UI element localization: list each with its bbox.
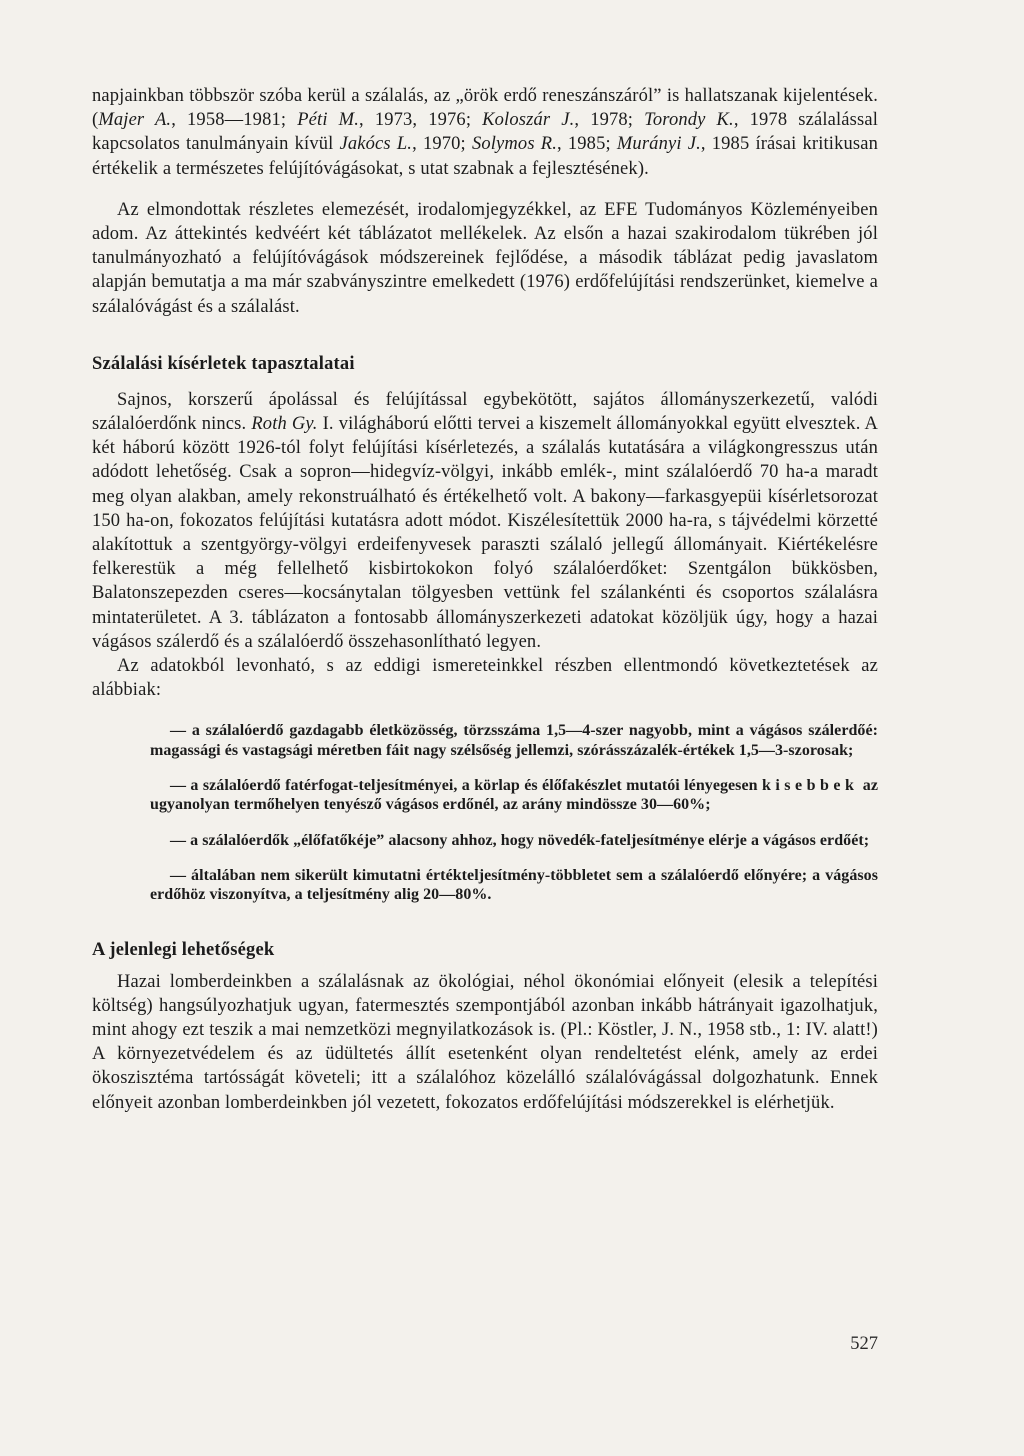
citation-author: Torondy K. — [644, 110, 734, 131]
conclusion-item: — általában nem sikerült kimutatni értékteljesítmény-többletet sem a szálalóerdő előnyére; a vágásos erdőhöz viszonyítva, a teljesítmény alig 20—80%. — [150, 866, 878, 904]
text-run: , 1985 írásai kritikusan értékelik a természetes felújítóvágásokat, s utat szabnak a fejlesztésének). — [92, 134, 878, 179]
citation-author: Majer A. — [98, 110, 172, 131]
citation-author: Solymos R. — [471, 134, 557, 155]
page-number: 527 — [850, 1334, 878, 1354]
paragraph-conclusions-intro: Az adatokból levonható, s az eddigi ismereteinkkel részben ellentmondó következtetések az alábbiak: — [92, 656, 878, 701]
text-run: napjainkban többször szóba kerül a szálalás, az „örök erdő reneszánszáról” is hallatszanak kijelentések. ( — [92, 86, 878, 131]
text-run: , 1978 szálalással kapcsolatos tanulmányain kívül — [92, 110, 878, 155]
citation-author: Murányi J. — [616, 134, 701, 155]
paragraph-intro — [92, 84, 878, 181]
conclusion-item: — a szálalóerdők „élőfatőkéje” alacsony ahhoz, hogy növedék-fateljesítménye elérje a vágásos erdőét; — [170, 831, 870, 849]
conclusion-item — [150, 776, 878, 815]
text-run: — a szálalóerdő fatérfogat-teljesítményei, a körlap és élőfakészlet mutatói lényegesen — [170, 777, 762, 795]
text-run: , 1985; — [557, 134, 617, 155]
conclusion-item: — a szálalóerdő gazdagabb életközösség, törzsszáma 1,5—4-szer nagyobb, mint a vágásos szálerdőé: magassági és vastagsági méretben fáit nagy szélsőség jellemzi, szórásszázalék-értékek 1,5—3-szorosak; — [150, 722, 878, 759]
paragraph-tables: Az elmondottak részletes elemezését, irodalomjegyzékkel, az EFE Tudományos Közleményeiben adom. Az áttekintés kedvéért két táblázatot mellékelek. Az elsőn a hazai szakirodalom tükrében jól tanulmányozható a felújítóvágások módszereinek fejlődése, a második táblázat pedig javaslatom alapján bemutatja a ma már szabványszintre emelkedett (1976) erdőfelújítási rendszerünket, kiemelve a szálalóvágást és a szálalást. — [92, 199, 878, 317]
emphasized-word: kisebbek — [761, 777, 859, 795]
text-run: , 1978; — [574, 110, 645, 131]
text-run: az ugyanolyan termőhelyen tenyésző vágásos erdőnél, az arány mindössze 30—60%; — [150, 777, 878, 814]
conclusions-list — [92, 721, 878, 904]
paragraph-experiments — [92, 388, 878, 654]
text-run: , 1973, 1976; — [359, 110, 483, 131]
paragraph-current-possibilities: Hazai lomberdeinkben a szálalásnak az ökológiai, néhol ökonómiai előnyeit (elesik a telepítési költség) hangsúlyozhatjuk ugyan, fatermesztés szempontjából azonban inkább hátrányait igazolhatjuk, mint ahogy ezt teszik a mai nemzetközi megnyilatkozások is. (Pl.: Köstler, J. N., 1958 stb., 1: IV. alatt!) A környezetvédelem és az üdültetés állít esetenként olyan rendeltetést elénk, amely az erdei ökoszisztéma tartósságát követeli; itt a szálalóhoz közelálló szálalóvágással dolgozhatunk. Ennek előnyeit azonban lomberdeinkben jól vezetett, fokozatos erdőfelújítási módszerekkel is elérhetjük. — [92, 971, 878, 1113]
citation-author: Koloszár J. — [482, 110, 575, 131]
page-body — [92, 84, 878, 1115]
citation-author: Péti M. — [297, 110, 359, 131]
section-heading-current-possibilities: A jelenlegi lehetőségek — [92, 939, 275, 960]
section-heading-experiments: Szálalási kísérletek tapasztalatai — [92, 353, 355, 374]
text-run: I. világháború előtti tervei a kiszemelt állományokkal együtt elvesztek. A két háború között 1926-tól folyt felújítási kísérletezés, a szálalás kutatására a világkongresszus után adódott lehetőség. Csak a sopron—hidegvíz-völgyi, inkább emlék-, mint szálalóerdő 70 ha-a maradt meg olyan alakban, amely rekonstruálható és értékelhető volt. A bakony—farkasgyepüi kísérletsorozat 150 ha-on, fokozatos felújítási kutatásra adott módot. Kiszélesítettük 2000 ha-ra, s tájvédelmi körzetté alakítottuk a szentgyörgy-völgyi erdeifenyvesek paraszti szálaló jellegű állományait. Kiértékelésre felkerestük a még fellelhető kisbirtokokon folyó szálalóerdőket: Szentgálon bükkösben, Balatonszepezden cseres—kocsánytalan tölgyesben vettünk fel szálankénti és csoportos szálalásra mintaterületet. A 3. táblázaton a fontosabb állományszerkezeti adatokat közöljük úgy, hogy a hazai vágásos szálerdő és a szálalóerdő összehasonlítható legyen. — [92, 414, 879, 652]
citation-author: Roth Gy. — [251, 414, 318, 435]
text-run: , 1970; — [412, 134, 472, 155]
text-run: Sajnos, korszerű ápolással és felújítással egybekötött, sajátos állományszerkezetű, valódi szálalóerdőnk nincs. — [92, 389, 878, 435]
text-run: , 1958—1981; — [171, 110, 298, 131]
citation-author: Jakócs L. — [339, 134, 413, 155]
